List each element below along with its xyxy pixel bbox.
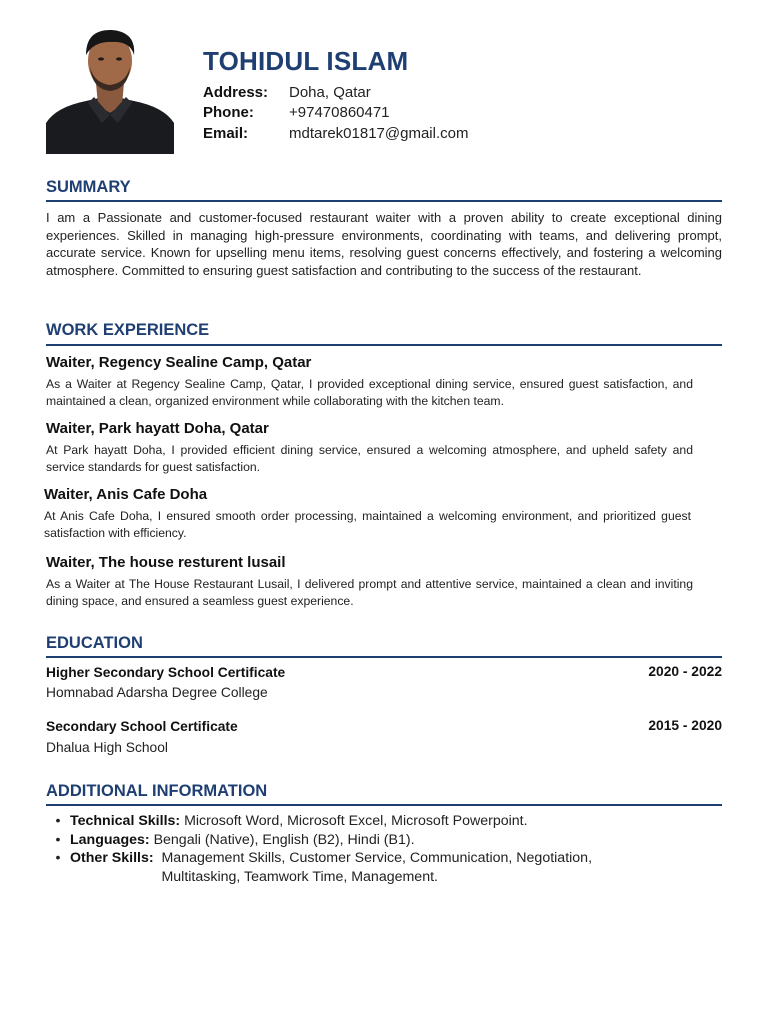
education-degree: Higher Secondary School Certificate [46,665,286,680]
job-title: Waiter, Regency Sealine Camp, Qatar [46,354,312,371]
contact-block [203,82,468,144]
education-school: Dhalua High School [46,740,168,755]
section-divider [46,656,722,658]
email-value: mdtarek01817@gmail.com [289,124,469,142]
candidate-name: TOHIDUL ISLAM [203,46,409,76]
job-description: As a Waiter at Regency Sealine Camp, Qatar, I provided exceptional dining service, ensured guest satisfaction, and maintained a clean, organized environment while collaborating with the kitchen team. [46,377,693,408]
job-title: Waiter, Anis Cafe Doha [44,486,208,503]
education-school: Homnabad Adarsha Degree College [46,685,268,700]
skill-label: Other Skills: [70,850,162,866]
summary-heading: SUMMARY [46,178,131,196]
education-years: 2020 - 2022 [648,664,722,679]
job-description: As a Waiter at The House Restaurant Lusail, I delivered prompt and attentive service, maintained a clean and inviting dining space, and ensured a seamless guest experience. [46,577,693,608]
job-title: Waiter, The house resturent lusail [46,554,286,571]
skill-value: Microsoft Word, Microsoft Excel, Microsoft Powerpoint. [184,813,528,829]
job-title: Waiter, Park hayatt Doha, Qatar [46,420,269,437]
skill-value: Bengali (Native), English (B2), Hindi (B1). [153,831,415,848]
education-degree: Secondary School Certificate [46,719,238,734]
phone-value: +97470860471 [289,104,390,122]
work-experience-heading: WORK EXPERIENCE [46,321,210,339]
skill-label: Technical Skills: [70,813,185,829]
section-divider [46,804,722,806]
contact-email-row [203,123,468,144]
job-description: At Park hayatt Doha, I provided efficient dining service, ensured a welcoming atmosphere, and upheld safety and service standards for guest satisfaction. [46,443,693,474]
bullet-icon: • [55,831,61,848]
education-heading: EDUCATION [46,634,143,652]
list-item [46,831,722,850]
bullet-icon: • [55,850,61,866]
contact-phone-row [203,103,468,124]
skill-label: Languages: [70,831,154,848]
summary-text: I am a Passionate and customer-focused restaurant waiter with a proven ability to create exceptional dining experiences. Skilled in managing high-pressure environments, coordinating with teams, and delivering prompt, accurate service. Known for upselling menu items, resolving guest concerns effectively, and fostering a welcoming atmosphere. Committed to ensuring guest satisfaction and contributing to the success of the restaurant. [46,210,722,278]
list-item [46,849,722,886]
contact-label: Address: [203,83,269,101]
contact-label: Email: [203,124,249,142]
address-value: Doha, Qatar [289,83,371,101]
job-description: At Anis Cafe Doha, I ensured smooth order processing, maintained a welcoming environment, and prioritized guest satisfaction with efficiency. [44,509,691,540]
skill-value: Management Skills, Customer Service, Communication, Negotiation, Multitasking, Teamwork Time, Management. [161,850,593,885]
profile-photo [46,27,174,154]
education-years: 2015 - 2020 [648,718,722,733]
bullet-icon: • [55,813,61,829]
section-divider [46,344,722,346]
list-item [46,812,722,831]
additional-info-list [46,812,722,886]
section-divider [46,200,722,202]
additional-info-heading: ADDITIONAL INFORMATION [46,782,268,800]
contact-address-row [203,82,468,103]
contact-label: Phone: [203,104,254,122]
